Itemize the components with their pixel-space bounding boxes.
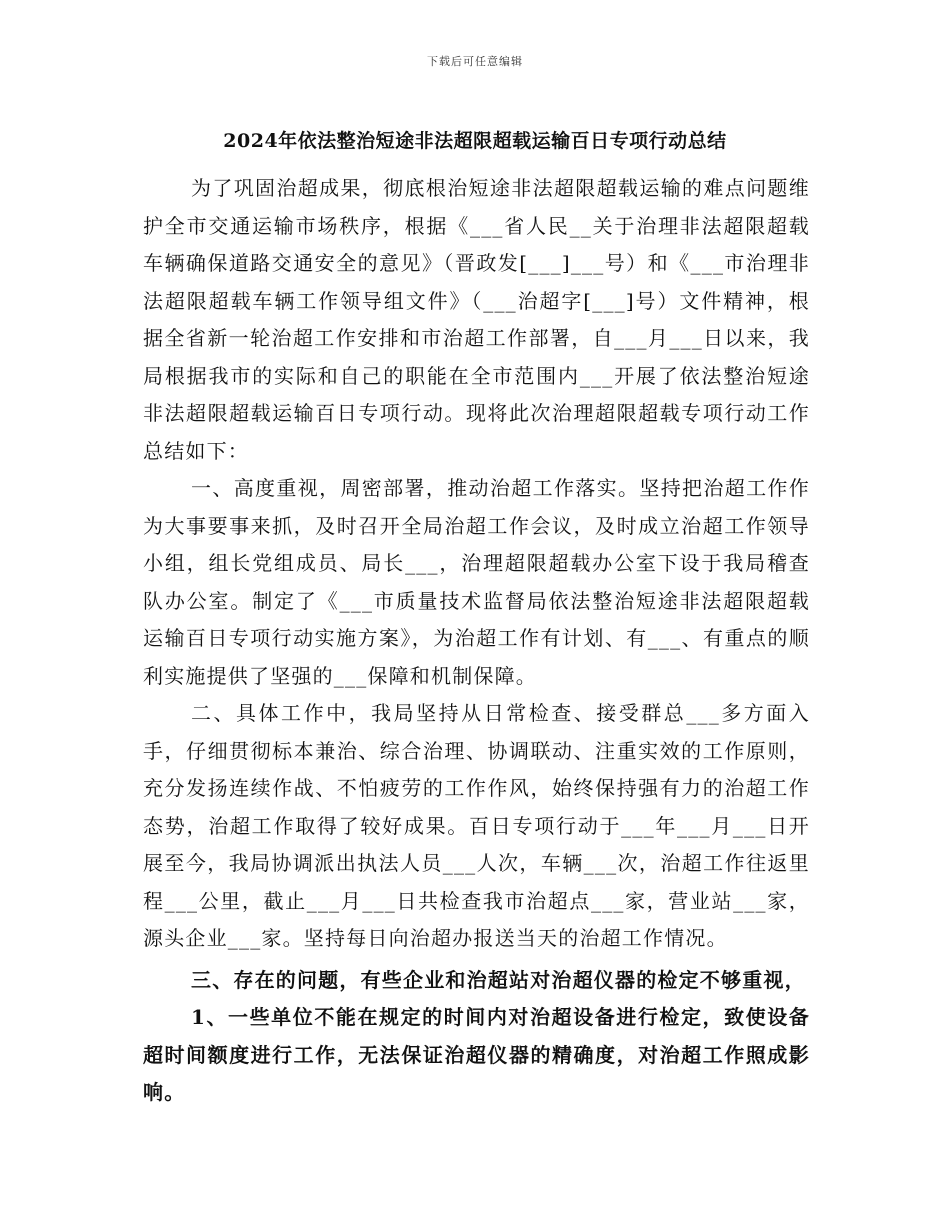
paragraph-section-1: 一、高度重视，周密部署，推动治超工作落实。坚持把治超工作作为大事要事来抓，及时召开全局治超工作会议，及时成立治超工作领导小组，组长党组成员、局长___，治理超限超载办公室下设于我局稽查队办公室。制定了《___市质量技术监督局依法整治短途非法超限超载运输百日专项行动实施方案》，为治超工作有计划、有___、有重点的顺利实施提供了坚强的___保障和机制保障。 <box>143 476 810 688</box>
paragraph-section-3-heading: 三、存在的问题，有些企业和治超站对治超仪器的检定不够重视， <box>191 967 806 992</box>
document-body <box>143 170 810 1112</box>
paragraph-section-2: 二、具体工作中，我局坚持从日常检查、接受群总___多方面入手，仔细贯彻标本兼治、综合治理、协调联动、注重实效的工作原则，充分发扬连续作战、不怕疲劳的工作作风，始终保持强有力的治超工作态势，治超工作取得了较好成果。百日专项行动于___年___月___日开展至今，我局协调派出执法人员___人次，车辆___次，治超工作往返里程___公里，截止___月___日共检查我市治超点___家，营业站___家，源头企业___家。坚持每日向治超办报送当天的治超工作情况。 <box>143 701 810 950</box>
paragraph-intro: 为了巩固治超成果，彻底根治短途非法超限超载运输的难点问题维护全市交通运输市场秩序，根据《___省人民__关于治理非法超限超载车辆确保道路交通安全的意见》（晋政发[___]___号）和《___市治理非法超限超载车辆工作领导组文件》（___治超字[___]号）文件精神，根据全省新一轮治超工作安排和市治超工作部署，自___月___日以来，我局根据我市的实际和自己的职能在全市范围内___开展了依法整治短途非法超限超载运输百日专项行动。现将此次治理超限超载专项行动工作总结如下： <box>143 176 810 463</box>
header-note: 下载后可任意编辑 <box>427 55 523 68</box>
paragraph-section-3-item-1: 1、一些单位不能在规定的时间内对治超设备进行检定，致使设备超时间额度进行工作，无法保证治超仪器的精确度，对治超工作照成影响。 <box>143 1005 810 1104</box>
document-title: 2024年依法整治短途非法超限超载运输百日专项行动总结 <box>223 130 727 152</box>
